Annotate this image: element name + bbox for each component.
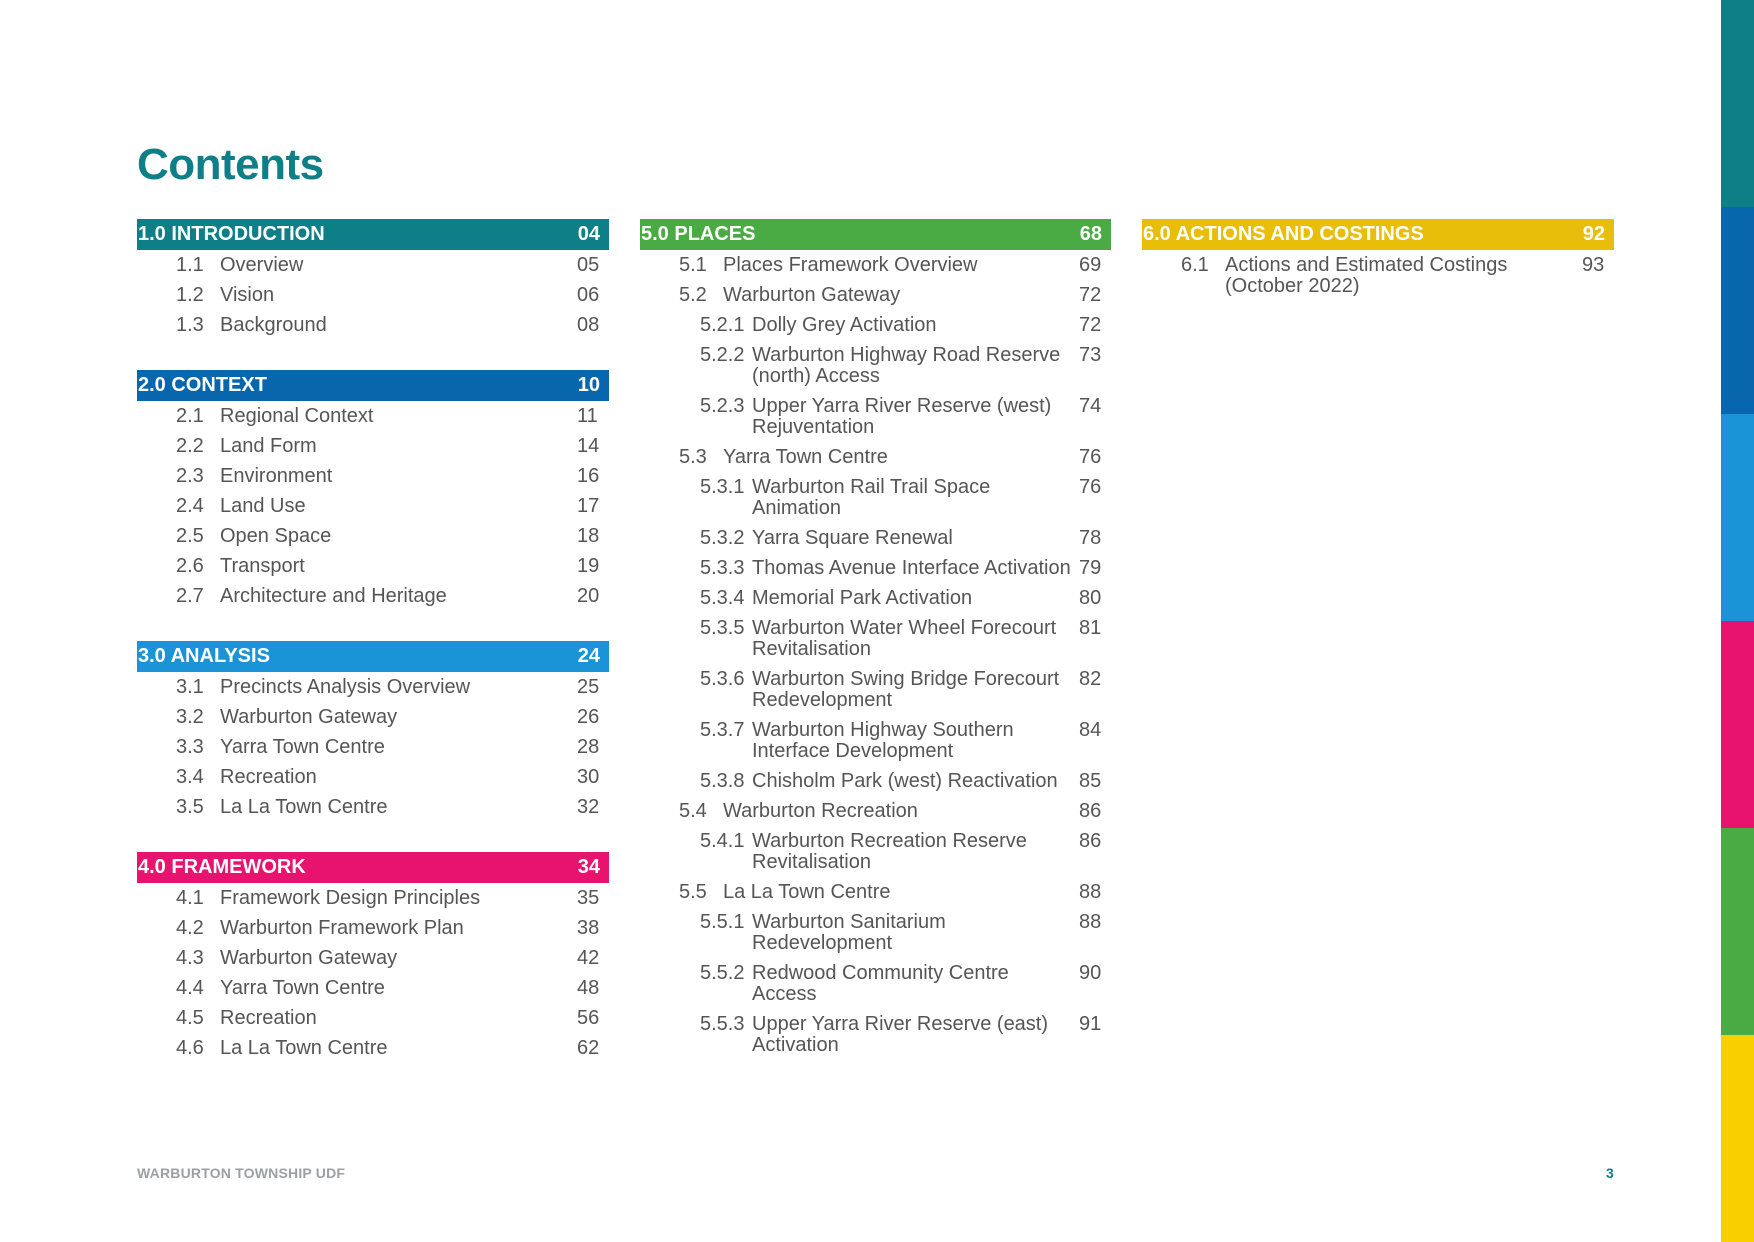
toc-entry-title: Yarra Square Renewal bbox=[752, 527, 953, 549]
toc-entry-title: Environment bbox=[220, 465, 333, 487]
toc-entry-title: Recreation bbox=[220, 766, 317, 788]
toc-entry-number: 6.1 bbox=[1181, 254, 1209, 276]
toc-entry-page: 85 bbox=[1079, 770, 1102, 792]
toc-entry-page: 05 bbox=[577, 254, 600, 276]
toc-entry-page: 84 bbox=[1079, 719, 1102, 741]
toc-entry-number: 5.1 bbox=[679, 254, 707, 276]
section-header-places[interactable] bbox=[640, 219, 1111, 250]
toc-entry-page: 73 bbox=[1079, 344, 1102, 366]
toc-entry-page: 11 bbox=[577, 405, 598, 427]
footer-page-number: 3 bbox=[1606, 1165, 1614, 1181]
toc-entry-title: Thomas Avenue Interface Activation bbox=[752, 557, 1071, 579]
side-stripe bbox=[1721, 828, 1754, 1035]
toc-entry[interactable] bbox=[137, 522, 609, 552]
section-header-introduction[interactable] bbox=[137, 219, 609, 250]
toc-entry-title: Warburton Highway Road Reserve (north) Access bbox=[752, 344, 1061, 387]
contents-column-2 bbox=[640, 219, 1111, 1061]
toc-entry-number: 3.5 bbox=[176, 796, 204, 818]
toc-entry-number: 2.1 bbox=[176, 405, 204, 427]
toc-entry[interactable] bbox=[640, 908, 1111, 959]
toc-entry[interactable] bbox=[640, 554, 1111, 584]
toc-entry-page: 81 bbox=[1079, 617, 1102, 639]
toc-entry-page: 38 bbox=[577, 917, 600, 939]
toc-entry-number: 4.1 bbox=[176, 887, 204, 909]
toc-entry-title: La La Town Centre bbox=[220, 796, 388, 818]
toc-entry[interactable] bbox=[640, 443, 1111, 473]
section-title: 3.0 ANALYSIS bbox=[138, 645, 270, 667]
toc-entry-number: 3.4 bbox=[176, 766, 204, 788]
toc-entry-title: Warburton Gateway bbox=[220, 706, 398, 728]
toc-entry-number: 5.2.3 bbox=[700, 395, 745, 417]
section-title: 2.0 CONTEXT bbox=[138, 374, 267, 396]
toc-entry[interactable] bbox=[640, 797, 1111, 827]
toc-entry-number: 4.6 bbox=[176, 1037, 204, 1059]
toc-entry-page: 74 bbox=[1079, 395, 1102, 417]
toc-entry-page: 69 bbox=[1079, 254, 1102, 276]
section-context bbox=[137, 370, 609, 612]
toc-entry-title: Regional Context bbox=[220, 405, 374, 427]
toc-entry-number: 5.3.7 bbox=[700, 719, 745, 741]
section-page: 24 bbox=[577, 645, 600, 667]
toc-entry-title: Actions and Estimated Costings (October 2022) bbox=[1225, 254, 1508, 297]
contents-column-3 bbox=[1142, 219, 1614, 302]
toc-entry-page: 79 bbox=[1079, 557, 1102, 579]
toc-entry-page: 08 bbox=[577, 314, 600, 336]
toc-entry-title: Chisholm Park (west) Reactivation bbox=[752, 770, 1058, 792]
toc-entry-title: Precincts Analysis Overview bbox=[220, 676, 471, 698]
toc-entry[interactable] bbox=[640, 878, 1111, 908]
toc-entry-page: 35 bbox=[577, 887, 600, 909]
toc-entry-page: 16 bbox=[577, 465, 600, 487]
toc-entry-title: Framework Design Principles bbox=[220, 887, 481, 909]
toc-entry[interactable] bbox=[640, 281, 1111, 311]
side-stripe bbox=[1721, 207, 1754, 414]
toc-entry-number: 5.5.1 bbox=[700, 911, 745, 933]
toc-entry-number: 5.3.4 bbox=[700, 587, 745, 609]
toc-entry-page: 78 bbox=[1079, 527, 1102, 549]
toc-entry-page: 25 bbox=[577, 676, 600, 698]
toc-entry-number: 5.2.1 bbox=[700, 314, 745, 336]
toc-entry[interactable] bbox=[640, 584, 1111, 614]
side-stripe bbox=[1721, 621, 1754, 828]
toc-entry-number: 1.2 bbox=[176, 284, 204, 306]
section-analysis bbox=[137, 641, 609, 823]
toc-entry-number: 5.4 bbox=[679, 800, 707, 822]
toc-entry-page: 88 bbox=[1079, 911, 1102, 933]
toc-entry-title: Warburton Highway Southern Interface Development bbox=[752, 719, 1014, 762]
toc-entry-page: 32 bbox=[577, 796, 600, 818]
toc-entry-number: 5.4.1 bbox=[700, 830, 745, 852]
section-title: 5.0 PLACES bbox=[641, 223, 756, 245]
footer-document-name: WARBURTON TOWNSHIP UDF bbox=[137, 1165, 346, 1181]
toc-entry[interactable] bbox=[137, 462, 609, 492]
toc-entry-number: 2.2 bbox=[176, 435, 204, 457]
toc-entry-title: Memorial Park Activation bbox=[752, 587, 973, 609]
toc-entry-number: 3.1 bbox=[176, 676, 204, 698]
toc-entry[interactable] bbox=[137, 944, 609, 974]
side-stripe bbox=[1721, 414, 1754, 621]
toc-entry-number: 5.2 bbox=[679, 284, 707, 306]
toc-entry[interactable] bbox=[640, 251, 1111, 281]
toc-entry-page: 42 bbox=[577, 947, 600, 969]
section-page: 04 bbox=[577, 223, 600, 245]
toc-entry-title: Transport bbox=[220, 555, 305, 577]
toc-entry-page: 72 bbox=[1079, 284, 1102, 306]
toc-entry-number: 5.5.3 bbox=[700, 1013, 745, 1035]
toc-entry[interactable] bbox=[137, 311, 609, 341]
toc-entry[interactable] bbox=[640, 311, 1111, 341]
toc-entry-number: 2.4 bbox=[176, 495, 204, 517]
toc-entry-title: Warburton Framework Plan bbox=[220, 917, 464, 939]
page-title: Contents bbox=[137, 140, 324, 189]
toc-entry-page: 14 bbox=[577, 435, 600, 457]
toc-entry-title: Dolly Grey Activation bbox=[752, 314, 937, 336]
section-header-context[interactable] bbox=[137, 370, 609, 401]
toc-entry-page: 62 bbox=[577, 1037, 600, 1059]
toc-entry-page: 06 bbox=[577, 284, 600, 306]
toc-entry-number: 3.2 bbox=[176, 706, 204, 728]
toc-entry[interactable] bbox=[137, 432, 609, 462]
toc-entry[interactable] bbox=[137, 281, 609, 311]
toc-entry-number: 4.2 bbox=[176, 917, 204, 939]
toc-entry-page: 86 bbox=[1079, 800, 1102, 822]
toc-entry-number: 5.3.6 bbox=[700, 668, 745, 690]
toc-entry-number: 2.6 bbox=[176, 555, 204, 577]
toc-entry-title: Warburton Recreation Reserve Revitalisation bbox=[752, 830, 1027, 873]
toc-entry-number: 5.3.3 bbox=[700, 557, 745, 579]
toc-entry-number: 1.3 bbox=[176, 314, 204, 336]
toc-entry-title: Land Form bbox=[220, 435, 317, 457]
toc-entry-number: 5.5 bbox=[679, 881, 707, 903]
section-framework bbox=[137, 852, 609, 1064]
section-title: 1.0 INTRODUCTION bbox=[138, 223, 325, 245]
toc-entry-title: Redwood Community Centre Access bbox=[752, 962, 1009, 1005]
toc-entry-page: 48 bbox=[577, 977, 600, 999]
toc-entry-number: 2.3 bbox=[176, 465, 204, 487]
toc-entry[interactable] bbox=[137, 793, 609, 823]
toc-entry-title: Open Space bbox=[220, 525, 332, 547]
toc-entry[interactable] bbox=[137, 1034, 609, 1064]
toc-entry-page: 17 bbox=[577, 495, 600, 517]
toc-entry-title: Architecture and Heritage bbox=[220, 585, 447, 607]
toc-entry-page: 86 bbox=[1079, 830, 1102, 852]
toc-entry-number: 1.1 bbox=[176, 254, 204, 276]
toc-entry[interactable] bbox=[137, 552, 609, 582]
section-title: 4.0 FRAMEWORK bbox=[138, 856, 306, 878]
toc-entry-title: Land Use bbox=[220, 495, 306, 517]
toc-entry-title: Warburton Rail Trail Space Animation bbox=[752, 476, 991, 519]
toc-entry-title: Upper Yarra River Reserve (west) Rejuventation bbox=[752, 395, 1052, 438]
toc-entry-page: 93 bbox=[1582, 254, 1605, 276]
toc-entry-title: Background bbox=[220, 314, 327, 336]
toc-entry-page: 90 bbox=[1079, 962, 1102, 984]
toc-entry-number: 5.3.8 bbox=[700, 770, 745, 792]
section-page: 34 bbox=[577, 856, 600, 878]
toc-entry-page: 28 bbox=[577, 736, 600, 758]
toc-entry-title: Warburton Gateway bbox=[220, 947, 398, 969]
toc-entry[interactable] bbox=[640, 1010, 1111, 1061]
toc-entry-number: 5.2.2 bbox=[700, 344, 745, 366]
toc-entry[interactable] bbox=[137, 582, 609, 612]
toc-entry-title: Upper Yarra River Reserve (east) Activation bbox=[752, 1013, 1049, 1056]
toc-entry-page: 76 bbox=[1079, 446, 1102, 468]
toc-entry[interactable] bbox=[640, 716, 1111, 767]
toc-entry-number: 4.5 bbox=[176, 1007, 204, 1029]
toc-entry-page: 82 bbox=[1079, 668, 1102, 690]
toc-entry-title: Warburton Gateway bbox=[723, 284, 901, 306]
section-page: 10 bbox=[577, 374, 600, 396]
toc-entry-title: Recreation bbox=[220, 1007, 317, 1029]
toc-entry[interactable] bbox=[640, 341, 1111, 392]
toc-entry-page: 18 bbox=[577, 525, 600, 547]
toc-entry-number: 2.7 bbox=[176, 585, 204, 607]
section-header-analysis[interactable] bbox=[137, 641, 609, 672]
toc-entry-title: Yarra Town Centre bbox=[723, 446, 888, 468]
toc-entry-title: Warburton Water Wheel Forecourt Revitalisation bbox=[752, 617, 1057, 660]
toc-entry-title: Overview bbox=[220, 254, 304, 276]
toc-entry-page: 72 bbox=[1079, 314, 1102, 336]
section-title: 6.0 ACTIONS AND COSTINGS bbox=[1143, 223, 1424, 245]
toc-entry[interactable] bbox=[640, 392, 1111, 443]
toc-entry-page: 88 bbox=[1079, 881, 1102, 903]
toc-entry[interactable] bbox=[137, 492, 609, 522]
side-stripe bbox=[1721, 0, 1754, 207]
toc-entry[interactable] bbox=[137, 914, 609, 944]
toc-entry-title: Vision bbox=[220, 284, 275, 306]
toc-entry-title: Yarra Town Centre bbox=[220, 736, 385, 758]
section-page: 92 bbox=[1582, 223, 1605, 245]
toc-entry[interactable] bbox=[1142, 251, 1614, 302]
section-header-framework[interactable] bbox=[137, 852, 609, 883]
toc-entry-page: 26 bbox=[577, 706, 600, 728]
toc-entry-title: Warburton Sanitarium Redevelopment bbox=[752, 911, 946, 954]
toc-entry[interactable] bbox=[137, 673, 609, 703]
section-places bbox=[640, 219, 1111, 1061]
toc-entry-page: 20 bbox=[577, 585, 600, 607]
section-introduction bbox=[137, 219, 609, 341]
toc-entry[interactable] bbox=[137, 1004, 609, 1034]
toc-entry-number: 5.5.2 bbox=[700, 962, 745, 984]
toc-entry-title: Warburton Recreation bbox=[723, 800, 918, 822]
toc-entry[interactable] bbox=[137, 251, 609, 281]
toc-entry-page: 30 bbox=[577, 766, 600, 788]
toc-entry[interactable] bbox=[137, 703, 609, 733]
section-header-actions[interactable] bbox=[1142, 219, 1614, 250]
toc-entry-page: 56 bbox=[577, 1007, 600, 1029]
toc-entry[interactable] bbox=[137, 884, 609, 914]
toc-entry[interactable] bbox=[640, 473, 1111, 524]
side-stripe bbox=[1721, 1035, 1754, 1242]
section-actions bbox=[1142, 219, 1614, 302]
toc-entry-page: 91 bbox=[1079, 1013, 1102, 1035]
toc-entry[interactable] bbox=[640, 959, 1111, 1010]
toc-entry[interactable] bbox=[640, 665, 1111, 716]
toc-entry-number: 5.3.1 bbox=[700, 476, 745, 498]
toc-entry[interactable] bbox=[137, 974, 609, 1004]
toc-entry[interactable] bbox=[137, 763, 609, 793]
toc-entry-title: Warburton Swing Bridge Forecourt Redevelopment bbox=[752, 668, 1060, 711]
toc-entry[interactable] bbox=[640, 827, 1111, 878]
toc-entry-number: 5.3.5 bbox=[700, 617, 745, 639]
toc-entry-title: La La Town Centre bbox=[220, 1037, 388, 1059]
toc-entry-page: 19 bbox=[577, 555, 600, 577]
toc-entry-number: 4.4 bbox=[176, 977, 204, 999]
toc-entry[interactable] bbox=[640, 767, 1111, 797]
toc-entry-number: 5.3.2 bbox=[700, 527, 745, 549]
toc-entry[interactable] bbox=[640, 614, 1111, 665]
contents-column-1 bbox=[137, 219, 609, 1064]
toc-entry-number: 3.3 bbox=[176, 736, 204, 758]
toc-entry-number: 4.3 bbox=[176, 947, 204, 969]
section-page: 68 bbox=[1079, 223, 1102, 245]
toc-entry-title: Places Framework Overview bbox=[723, 254, 978, 276]
toc-entry[interactable] bbox=[640, 524, 1111, 554]
toc-entry-page: 76 bbox=[1079, 476, 1102, 498]
toc-entry-title: Yarra Town Centre bbox=[220, 977, 385, 999]
toc-entry-title: La La Town Centre bbox=[723, 881, 891, 903]
toc-entry[interactable] bbox=[137, 733, 609, 763]
toc-entry[interactable] bbox=[137, 402, 609, 432]
toc-entry-number: 5.3 bbox=[679, 446, 707, 468]
toc-entry-number: 2.5 bbox=[176, 525, 204, 547]
toc-entry-page: 80 bbox=[1079, 587, 1102, 609]
